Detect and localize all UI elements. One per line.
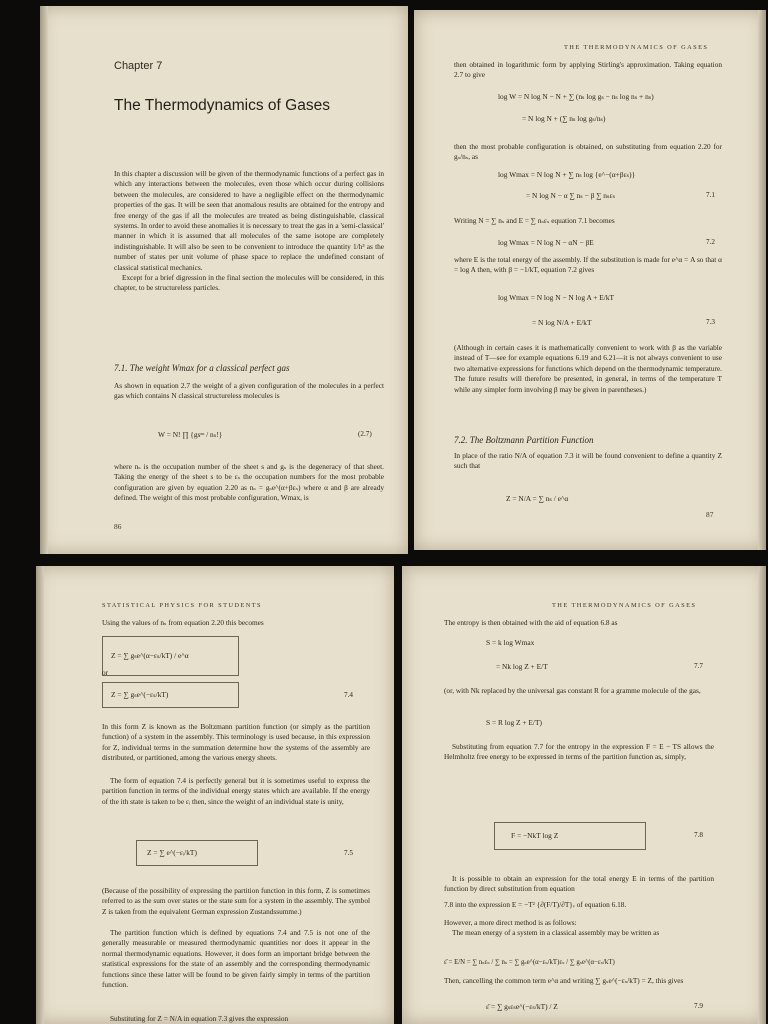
or-label: or (102, 668, 109, 677)
chapter-title: The Thermodynamics of Gases (114, 97, 330, 114)
text-block: (Although in certain cases it is mathematically convenient to work with β as the variable instead of T—see for example equations 6.19 and 6.21—it is not always convenient to use two alternative expressions for functions which depend on the thermodynamic temperature. The future results will therefore be presented, in general, in terms of the temperature T while any simpler form involving β may be given in parentheses.) (454, 343, 722, 394)
text-block: (Because of the possibility of expressing the partition function in this form, Z is sometimes referred to as the sum over states or the state sum for a system in the assembly. The symbol Z is taken from the equivalent German expression Zustandssumme.) (102, 886, 370, 916)
text-block: where E is the total energy of the assembly. If the substitution is made for e^α = A so that α = log A then, with β = −1/kT, equation 7.2 gives (454, 255, 722, 275)
page-number: 87 (706, 510, 714, 519)
equation-7-4: Z = ∑ gₛe^(−εₛ/kT) (111, 690, 169, 699)
text-block: In this form Z is known as the Boltzmann partition function (or simply as the partition function) of a system in the assembly. This terminology is used because, in this expression for Z, individual terms in the summation determine how the systems of the assembly are distributed, or partitioned, among the various energy sheets. (102, 722, 370, 763)
equation-box (102, 636, 239, 676)
equation-number: 7.5 (344, 849, 353, 857)
text-block: Then, cancelling the common term e^α and writing ∑ gₛe^(−εₛ/kT) = Z, this gives (444, 976, 684, 985)
equation-7-1-line1: log Wmax = N log N + ∑ nₛ log {e^−(α+βεₛ)} (498, 170, 636, 179)
intro-paragraph: In this chapter a discussion will be given of the thermodynamic functions of a perfect gas in which any interactions between the molecules, even those which occur during collisions between the molecules, are considered to have a negligible effect on the thermodynamic properties of the gas. It will be seen that anomalous results are obtained for the entropy and free energy of the gas if all the molecules are treated as being distinguishable, classical systems. In order to avoid these anomalies it is necessary to treat the gas in a 'semi-classical' manner in which it is assumed that all molecules of the same isotope are completely indistinguishable. It will also be seen to be convenient to introduce the quantity 1/h³ as the number of states per unit volume of phase space to replace the undefined constant of classical statistical mechanics. (114, 169, 384, 272)
text-block: (or, with Nk replaced by the universal gas constant R for a gramme molecule of the gas, (444, 686, 701, 695)
equation-7-3-line2: = N log N/A + E/kT (532, 318, 592, 327)
equation-number: 7.4 (344, 691, 353, 699)
book-page-89 (402, 566, 766, 1024)
section-heading-7-2: 7.2. The Boltzmann Partition Function (454, 435, 594, 445)
text-block: However, a more direct method is as follows: (444, 918, 577, 927)
text-block: Substituting from equation 7.7 for the entropy in the expression F = E − TS allows the Helmholtz free energy to be expressed in terms of the partition function as, simply, (444, 742, 714, 762)
equation-number: 7.2 (706, 238, 715, 246)
equation-7-3-line1: log Wmax = N log N − N log A + E/kT (498, 293, 615, 302)
equation-7-2: log Wmax = N log N − αN − βE (498, 238, 594, 247)
equation-entropy-2: = Nk log Z + E/T (496, 662, 548, 671)
equation-logW-1: log W = N log N − N + ∑ (nₛ log gₛ − nₛ log nₛ + nₛ) (498, 92, 654, 101)
intro-paragraph-2: Except for a brief digression in the final section the molecules will be considered, in this chapter, to be structureless particles. (114, 273, 384, 293)
tail-paragraph: where nₛ is the occupation number of the sheet s and gₛ is the degeneracy of that sheet. Taking the energy of the sheet s to be εₛ the occupation numbers for the most probable configuration are given by equation 2.20 as nₛ = gₛe^(α+βεₛ) where α and β are already defined. The weight of this most probable configuration, Wmax, is (114, 462, 384, 503)
equation-7-5: Z = ∑ e^(−εᵢ/kT) (147, 848, 197, 857)
equation-box-7-5 (136, 840, 258, 866)
equation-box-7-4 (102, 682, 239, 708)
equation-number: (2.7) (358, 430, 372, 438)
page-number: 86 (114, 522, 122, 531)
equation-number: 7.1 (706, 191, 715, 199)
text-block: then obtained in logarithmic form by applying Stirling's approximation. Taking equation 2.7 to give (454, 60, 722, 80)
equation-2-7: W = N! ∏ {gsⁿˢ / nₛ!} (158, 430, 223, 439)
equation-logW-2: = N log N + (∑ nₛ log gₛ/nₛ) (522, 114, 606, 123)
text-block: The mean energy of a system in a classical assembly may be written as (452, 928, 660, 937)
chapter-label: Chapter 7 (114, 60, 163, 72)
equation-number: 7.8 (694, 831, 703, 839)
section-heading-7-1: 7.1. The weight Wmax for a classical perfect gas (114, 363, 290, 373)
page-edge (36, 566, 44, 1024)
text-block: Using the values of nₛ from equation 2.20 this becomes (102, 618, 264, 627)
section-paragraph: As shown in equation 2.7 the weight of a given configuration of the molecules in a perfect gas which contains N classical structureless molecules is (114, 381, 384, 401)
text-block: In place of the ratio N/A of equation 7.3 it will be found convenient to define a quantity Z such that (454, 451, 722, 471)
text-block: The form of equation 7.4 is perfectly general but it is sometimes useful to express the partition function in terms of the individual energy states which are available. If the energy of the ith state is taken to be εᵢ then, since the weight of an individual state is unity, (102, 776, 370, 806)
book-page-86 (40, 6, 408, 554)
page-edge (758, 566, 766, 1024)
equation-mean-energy: ε̄ = E/N = ∑ nₛεₛ / ∑ nₛ = ∑ gₛe^(α−εₛ/kT)εₛ / ∑ gₛe^(α−εₛ/kT) (444, 959, 615, 966)
equation-Z-expanded: Z = ∑ gₛe^(α−εₛ/kT) / e^α (111, 651, 189, 660)
text-block: then the most probable configuration is obtained, on substituting from equation 2.20 for gₛ/nₛ, as (454, 142, 722, 162)
running-head: THE THERMODYNAMICS OF GASES (552, 602, 697, 609)
equation-number: 7.7 (694, 662, 703, 670)
page-edge (40, 6, 48, 554)
text-block: Substituting for Z = N/A in equation 7.3 gives the expression (110, 1014, 289, 1023)
running-head: STATISTICAL PHYSICS FOR STUDENTS (102, 602, 262, 609)
equation-box-7-8 (494, 822, 646, 850)
equation-Z-definition: Z = N/A = ∑ nₛ / e^α (506, 494, 569, 503)
running-head: THE THERMODYNAMICS OF GASES (564, 44, 709, 51)
intro-text (114, 169, 384, 294)
book-page-87 (414, 10, 766, 550)
equation-7-8: F = −NkT log Z (511, 831, 559, 840)
text-block: The entropy is then obtained with the aid of equation 6.8 as (444, 618, 618, 627)
text-block: Writing N = ∑ nₛ and E = ∑ nₛεₛ equation 7.1 becomes (454, 216, 615, 225)
book-page-88 (36, 566, 394, 1024)
text-block: 7.8 into the expression E = −T² {∂(F/T)/∂T}ᵥ of equation 6.18. (444, 900, 627, 909)
equation-number: 7.3 (706, 318, 715, 326)
equation-number: 7.9 (694, 1002, 703, 1010)
equation-7-9: ε̄ = ∑ gₛεₛe^(−εₛ/kT) / Z (486, 1002, 558, 1011)
equation-entropy-1: S = k log Wmax (486, 638, 535, 647)
text-block: The partition function which is defined by equations 7.4 and 7.5 is not one of the generally measurable or measured thermodynamic quantities nor does it appear in the normal thermodynamic equations. However, it does form an important bridge between the statistical expressions for the state of an assembly and the corresponding thermodynamic functions since these latter will be found to be given fairly simply in terms of the partition function. (102, 928, 370, 990)
equation-7-1-line2: = N log N − α ∑ nₛ − β ∑ nₛεₛ (526, 191, 616, 200)
page-edge (758, 10, 766, 550)
equation-entropy-R: S = R log Z + E/T) (486, 718, 542, 727)
text-block: It is possible to obtain an expression for the total energy E in terms of the partition function by direct substitution from equation (444, 874, 714, 894)
